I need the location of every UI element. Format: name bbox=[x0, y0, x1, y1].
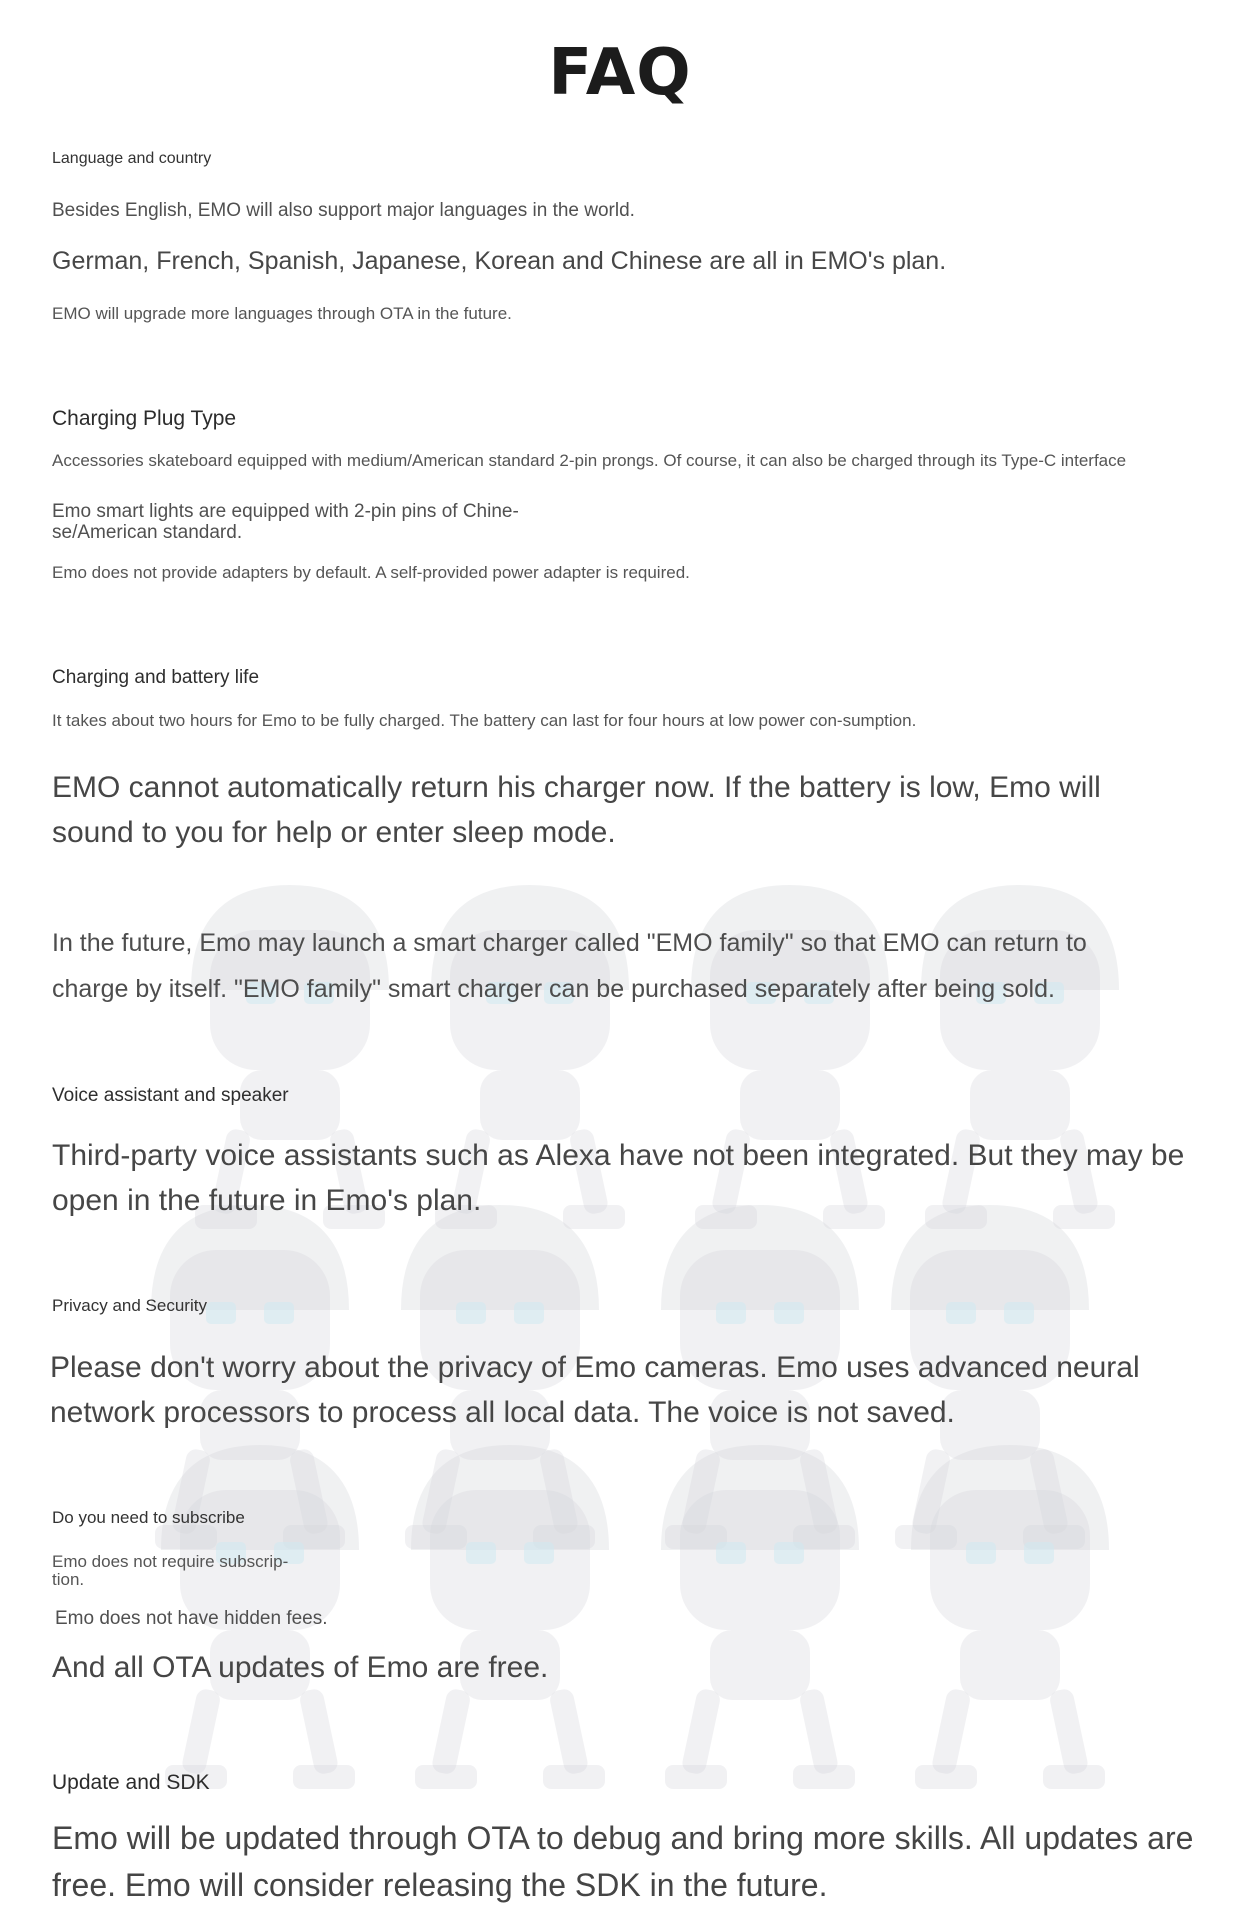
faq-paragraph: Accessories skateboard equipped with medium/American standard 2-pin prongs. Of course, it can also be charged through its Type-C interface bbox=[52, 451, 1127, 470]
faq-paragraph: Emo does not require subscrip-tion. bbox=[52, 1552, 289, 1589]
faq-paragraph: And all OTA updates of Emo are free. bbox=[52, 1651, 549, 1684]
section-heading-privacy: Privacy and Security bbox=[52, 1296, 207, 1315]
faq-paragraph: German, French, Spanish, Japanese, Korean and Chinese are all in EMO's plan. bbox=[52, 247, 947, 275]
faq-paragraph: Besides English, EMO will also support major languages in the world. bbox=[52, 200, 635, 221]
section-heading-subscribe: Do you need to subscribe bbox=[52, 1508, 245, 1527]
section-heading-language: Language and country bbox=[52, 150, 212, 167]
section-heading-voice: Voice assistant and speaker bbox=[52, 1085, 289, 1106]
section-heading-plug-type: Charging Plug Type bbox=[52, 407, 237, 430]
faq-paragraph: Third-party voice assistants such as Alexa have not been integrated. But they may be open in the future in Emo's plan. bbox=[52, 1139, 1185, 1217]
faq-paragraph: Please don't worry about the privacy of Emo cameras. Emo uses advanced neural network processors to process all local data. The voice is not saved. bbox=[50, 1351, 1140, 1429]
faq-paragraph: Emo smart lights are equipped with 2-pin pins of Chine-se/American standard. bbox=[52, 501, 519, 543]
faq-paragraph: Emo will be updated through OTA to debug and bring more skills. All updates are free. Emo will consider releasing the SDK in the future. bbox=[52, 1820, 1194, 1903]
faq-paragraph: EMO cannot automatically return his charger now. If the battery is low, Emo will sound to you for help or enter sleep mode. bbox=[52, 771, 1101, 849]
section-heading-update-sdk: Update and SDK bbox=[52, 1771, 210, 1794]
faq-paragraph: EMO will upgrade more languages through OTA in the future. bbox=[52, 304, 512, 323]
faq-paragraph: Emo does not have hidden fees. bbox=[55, 1608, 328, 1629]
faq-paragraph: It takes about two hours for Emo to be fully charged. The battery can last for four hours at low power con-sumption. bbox=[52, 711, 917, 730]
faq-paragraph: In the future, Emo may launch a smart charger called "EMO family" so that EMO can return to charge by itself. "EMO family" smart charger can be purchased separately after being sold. bbox=[52, 929, 1087, 1003]
page-title: FAQ bbox=[548, 36, 692, 110]
faq-paragraph: Emo does not provide adapters by default. A self-provided power adapter is required. bbox=[52, 563, 690, 582]
section-heading-battery: Charging and battery life bbox=[52, 667, 260, 688]
